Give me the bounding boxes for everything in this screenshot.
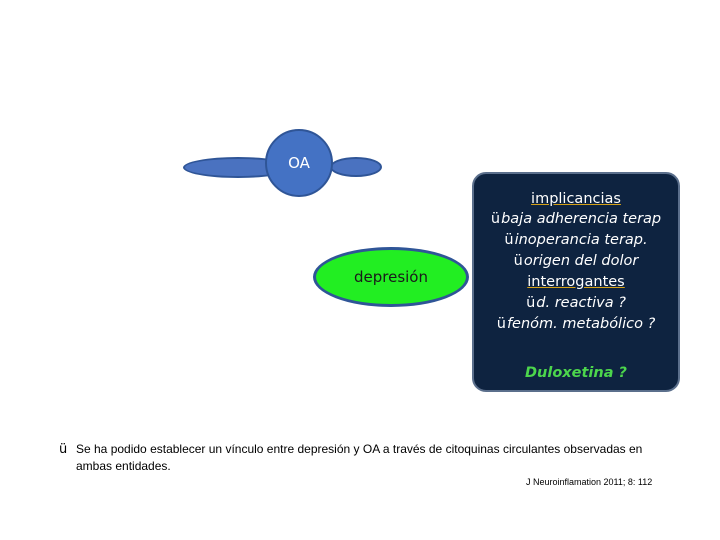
footnote-text: Se ha podido establecer un vínculo entre depresión y OA a través de citoquinas circulantes observadas en ambas entidades. (76, 442, 643, 473)
interrogantes-item (474, 293, 678, 313)
interrogantes-item-text: fenóm. metabólico ? (506, 316, 656, 332)
interrogantes-item (474, 314, 678, 334)
oa-node (265, 129, 333, 197)
checkmark-icon: ü (504, 232, 514, 248)
duloxetina-highlight: Duloxetina ? (525, 365, 627, 381)
checkmark-icon: ü (490, 211, 501, 227)
implicancias-item-text: origen del dolor (523, 253, 639, 269)
depresion-node-label: depresión (353, 268, 428, 286)
implicancias-item (474, 209, 678, 229)
info-box (472, 172, 680, 392)
right-connector-shape (330, 157, 382, 177)
implicancias-heading: implicancias (531, 191, 621, 207)
implicancias-item (474, 251, 678, 271)
implicancias-item-text: inoperancia terap. (514, 232, 648, 248)
depresion-node (313, 247, 469, 307)
checkmark-icon: ü (496, 316, 506, 332)
implicancias-item (474, 230, 678, 250)
checkmark-icon: ü (526, 295, 536, 311)
implicancias-item-text: baja adherencia terap (501, 211, 662, 227)
interrogantes-heading: interrogantes (527, 274, 625, 290)
citation-reference: J Neuroinflamation 2011; 8: 112 (526, 477, 653, 487)
interrogantes-item-text: d. reactiva ? (536, 295, 626, 311)
checkmark-bullet-icon: ü (59, 442, 68, 457)
oa-node-label: OA (288, 154, 310, 172)
checkmark-icon: ü (513, 253, 523, 269)
